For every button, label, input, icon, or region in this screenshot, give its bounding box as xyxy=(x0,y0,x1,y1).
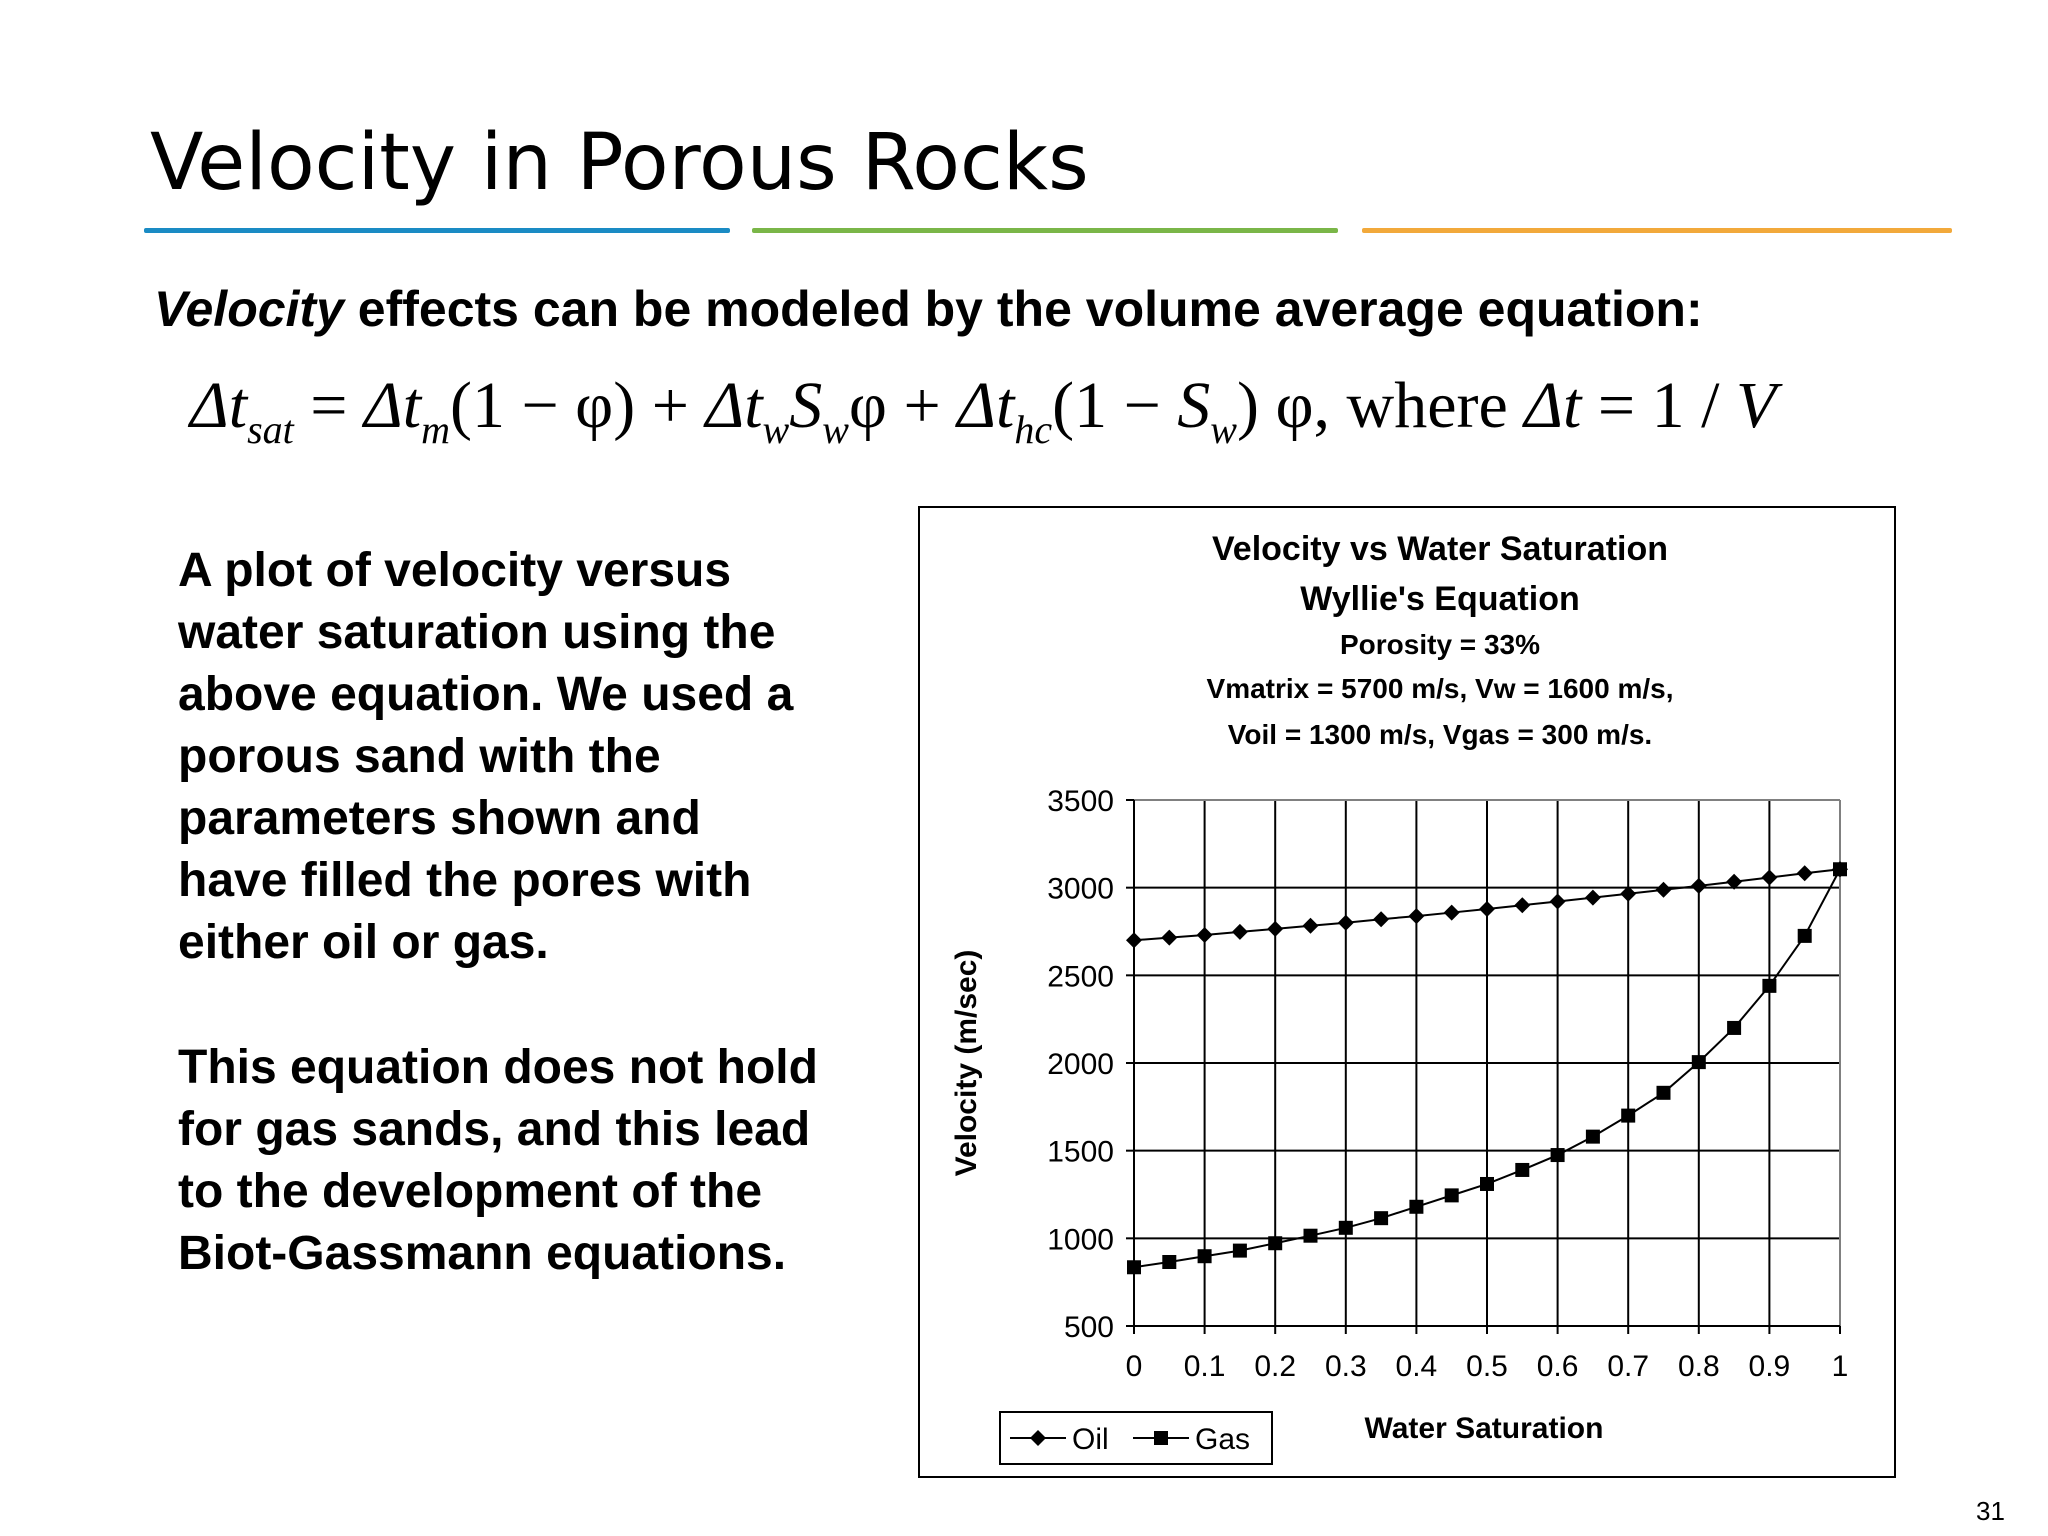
chart-canvas xyxy=(920,508,1898,1480)
point-gas xyxy=(1762,979,1776,993)
point-oil xyxy=(1126,932,1142,948)
eq-part: Δt xyxy=(364,369,422,442)
velocity-chart xyxy=(918,506,1896,1478)
point-oil xyxy=(1232,924,1248,940)
point-gas xyxy=(1268,1236,1282,1250)
point-oil xyxy=(1444,905,1460,921)
point-gas xyxy=(1127,1260,1141,1274)
page-number: 31 xyxy=(1976,1496,2005,1526)
description-paragraph: A plot of velocity versus water saturation using the above equation. We used a porous sand with the parameters shown and have filled the pores with either oil or gas. xyxy=(178,544,794,969)
point-oil xyxy=(1197,927,1213,943)
volume-average-equation xyxy=(190,368,1777,452)
point-oil xyxy=(1514,897,1530,913)
point-oil xyxy=(1797,865,1813,881)
eq-part: Δt xyxy=(190,369,248,442)
chart-annotation: Voil = 1300 m/s, Vgas = 300 m/s. xyxy=(1227,719,1653,750)
point-oil xyxy=(1408,908,1424,924)
y-tick-label: 2500 xyxy=(1047,960,1114,994)
slide-title: Velocity in Porous Rocks xyxy=(150,118,1089,208)
y-tick-label: 3000 xyxy=(1047,872,1114,906)
point-gas xyxy=(1798,929,1812,943)
title-rule-orange xyxy=(1362,228,1952,233)
chart-annotation: Porosity = 33% xyxy=(1340,629,1540,660)
legend-label-gas: Gas xyxy=(1195,1423,1251,1456)
chart-annotation: Vmatrix = 5700 m/s, Vw = 1600 m/s, xyxy=(1206,673,1674,704)
point-gas xyxy=(1657,1086,1671,1100)
point-gas xyxy=(1304,1229,1318,1243)
point-oil xyxy=(1373,911,1389,927)
eq-part: S xyxy=(1177,369,1211,442)
intro-rest: effects can be modeled by the volume average equation: xyxy=(343,281,1703,337)
point-gas xyxy=(1233,1244,1247,1258)
intro-text xyxy=(154,280,1703,338)
eq-part: ) φ, where xyxy=(1236,369,1525,442)
point-gas xyxy=(1586,1130,1600,1144)
point-gas xyxy=(1162,1255,1176,1269)
x-tick-label: 0.8 xyxy=(1677,1350,1720,1383)
point-gas xyxy=(1833,862,1847,876)
point-gas xyxy=(1480,1177,1494,1191)
point-gas xyxy=(1409,1200,1423,1214)
x-tick-label: 0.3 xyxy=(1324,1350,1367,1383)
point-oil xyxy=(1585,890,1601,906)
point-gas xyxy=(1445,1188,1459,1202)
x-tick-label: 0.4 xyxy=(1395,1350,1438,1383)
point-oil xyxy=(1267,921,1283,937)
eq-sub: sat xyxy=(247,407,294,452)
x-tick-label: 1 xyxy=(1831,1350,1849,1383)
x-tick-label: 0.9 xyxy=(1748,1350,1791,1383)
eq-part: V xyxy=(1735,369,1777,442)
point-oil xyxy=(1479,901,1495,917)
point-gas xyxy=(1374,1211,1388,1225)
y-tick-label: 3500 xyxy=(1047,785,1114,818)
eq-part: φ + xyxy=(848,369,958,442)
y-axis-label: Velocity (m/sec) xyxy=(950,949,983,1177)
point-gas xyxy=(1621,1109,1635,1123)
y-tick-label: 1500 xyxy=(1047,1135,1114,1169)
eq-part: = 1 / xyxy=(1581,369,1736,442)
title-rule-blue xyxy=(144,228,730,233)
point-oil xyxy=(1550,894,1566,910)
eq-part: = xyxy=(293,369,364,442)
eq-part: Δt xyxy=(957,369,1015,442)
y-tick-label: 1000 xyxy=(1047,1223,1114,1257)
y-tick-label: 2000 xyxy=(1047,1048,1114,1081)
chart-title: Velocity vs Water Saturation xyxy=(1212,530,1668,568)
point-gas xyxy=(1551,1148,1565,1162)
x-tick-label: 0 xyxy=(1125,1350,1143,1383)
eq-sub: w xyxy=(822,407,849,452)
legend-label-oil: Oil xyxy=(1072,1423,1109,1456)
x-axis-label: Water Saturation xyxy=(1364,1412,1604,1445)
eq-part: (1 − xyxy=(1052,369,1178,442)
eq-part: (1 − φ) + xyxy=(449,369,706,442)
x-tick-label: 0.7 xyxy=(1607,1350,1650,1383)
intro-emphasis: Velocity xyxy=(154,281,344,337)
eq-sub: hc xyxy=(1014,407,1053,452)
eq-part: Δt xyxy=(1524,369,1582,442)
point-gas xyxy=(1198,1249,1212,1263)
title-rule-green xyxy=(752,228,1338,233)
point-oil xyxy=(1761,869,1777,885)
point-oil xyxy=(1338,915,1354,931)
x-tick-label: 0.2 xyxy=(1254,1350,1297,1383)
legend-marker-gas xyxy=(1154,1431,1168,1445)
point-gas xyxy=(1727,1021,1741,1035)
eq-sub: w xyxy=(1210,407,1237,452)
point-oil xyxy=(1656,882,1672,898)
point-oil xyxy=(1691,878,1707,894)
point-gas xyxy=(1692,1055,1706,1069)
conclusion-paragraph: This equation does not hold for gas sands, and this lead to the development of the Biot-Gassmann equations. xyxy=(178,1041,818,1280)
eq-sub: m xyxy=(421,407,450,452)
x-tick-label: 0.6 xyxy=(1536,1350,1579,1383)
point-oil xyxy=(1303,918,1319,934)
eq-part: Δt xyxy=(705,369,763,442)
point-gas xyxy=(1339,1221,1353,1235)
chart-subtitle: Wyllie's Equation xyxy=(1300,580,1580,618)
x-tick-label: 0.1 xyxy=(1183,1350,1226,1383)
point-oil xyxy=(1161,930,1177,946)
eq-part: S xyxy=(789,369,823,442)
x-tick-label: 0.5 xyxy=(1466,1350,1508,1383)
y-tick-label: 500 xyxy=(1063,1311,1114,1344)
point-gas xyxy=(1515,1163,1529,1177)
eq-sub: w xyxy=(762,407,790,452)
